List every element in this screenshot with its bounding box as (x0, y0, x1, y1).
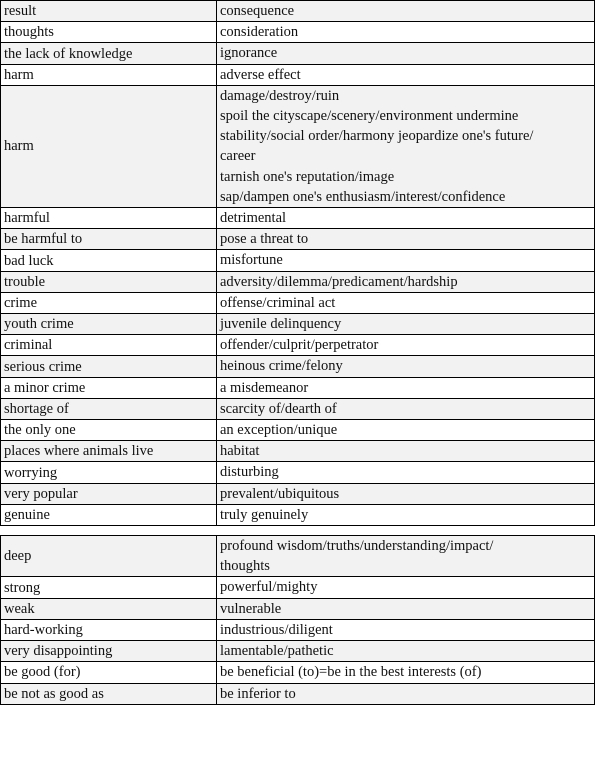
table-row (1, 43, 595, 64)
synonym-cell (217, 43, 595, 64)
table-row (1, 335, 595, 356)
synonym-cell (217, 292, 595, 313)
table-row (1, 483, 595, 504)
vocab-table-1-body (1, 1, 595, 526)
synonym-line: consideration (220, 24, 299, 41)
term-cell: harm (1, 85, 217, 207)
table-row (1, 398, 595, 419)
term-cell: weak (1, 598, 217, 619)
term-cell: youth crime (1, 314, 217, 335)
synonym-line: career (220, 148, 256, 165)
table-row (1, 462, 595, 483)
synonym-line: ignorance (220, 45, 278, 62)
synonym-line: a misdemeanor (220, 379, 309, 396)
synonym-line: disturbing (220, 464, 279, 481)
synonym-line: scarcity of/dearth of (220, 400, 337, 417)
synonym-cell (217, 619, 595, 640)
term-cell: a minor crime (1, 377, 217, 398)
synonym-line: juvenile delinquency (220, 316, 342, 333)
synonym-cell (217, 1, 595, 22)
term-cell: the lack of knowledge (1, 43, 217, 64)
synonym-line: be inferior to (220, 685, 296, 702)
synonym-line: lamentable/pathetic (220, 643, 334, 660)
synonym-cell (217, 314, 595, 335)
synonym-line: be beneficial (to)=be in the best interests (of) (220, 664, 482, 681)
table-row (1, 229, 595, 250)
term-cell: hard-working (1, 619, 217, 640)
synonym-cell (217, 229, 595, 250)
synonym-cell (217, 504, 595, 525)
term-cell: genuine (1, 504, 217, 525)
table-row (1, 22, 595, 43)
term-cell: bad luck (1, 250, 217, 271)
synonym-cell (217, 356, 595, 377)
term-cell: shortage of (1, 398, 217, 419)
synonym-cell (217, 420, 595, 441)
synonym-cell (217, 641, 595, 662)
term-cell: be harmful to (1, 229, 217, 250)
table-row (1, 577, 595, 598)
vocab-table-2-body (1, 536, 595, 705)
vocab-table-2 (0, 535, 595, 705)
synonym-line: vulnerable (220, 600, 282, 617)
synonym-cell (217, 683, 595, 704)
synonym-cell (217, 22, 595, 43)
table-row (1, 598, 595, 619)
synonym-cell (217, 462, 595, 483)
synonym-line: adverse effect (220, 66, 301, 83)
term-cell: worrying (1, 462, 217, 483)
synonym-cell (217, 250, 595, 271)
term-cell: be good (for) (1, 662, 217, 683)
synonym-line: misfortune (220, 252, 283, 269)
term-cell: deep (1, 536, 217, 577)
synonym-cell (217, 483, 595, 504)
term-cell: criminal (1, 335, 217, 356)
table-row (1, 441, 595, 462)
synonym-cell (217, 536, 595, 577)
synonym-line: powerful/mighty (220, 579, 318, 596)
table-row (1, 271, 595, 292)
table-row (1, 250, 595, 271)
table-row (1, 208, 595, 229)
table-row (1, 504, 595, 525)
synonym-line: thoughts (220, 558, 270, 575)
synonym-line: heinous crime/felony (220, 358, 343, 375)
synonym-cell (217, 271, 595, 292)
table-row (1, 662, 595, 683)
synonym-line: sap/dampen one's enthusiasm/interest/confidence (220, 188, 506, 205)
term-cell: strong (1, 577, 217, 598)
table-row (1, 619, 595, 640)
synonym-cell (217, 64, 595, 85)
synonym-line: damage/destroy/ruin (220, 87, 340, 104)
term-cell: result (1, 1, 217, 22)
synonym-line: pose a threat to (220, 231, 309, 248)
synonym-line: profound wisdom/truths/understanding/impact/ (220, 538, 494, 555)
synonym-line: habitat (220, 443, 260, 460)
term-cell: be not as good as (1, 683, 217, 704)
term-cell: crime (1, 292, 217, 313)
term-cell: harmful (1, 208, 217, 229)
synonym-line: industrious/diligent (220, 621, 333, 638)
synonym-line: tarnish one's reputation/image (220, 168, 395, 185)
table-row (1, 641, 595, 662)
synonym-cell (217, 85, 595, 207)
table-row (1, 377, 595, 398)
synonym-cell (217, 208, 595, 229)
synonym-line: stability/social order/harmony jeopardize one's future/ (220, 128, 534, 145)
synonym-line: consequence (220, 3, 295, 19)
synonym-line: offense/criminal act (220, 294, 336, 311)
table-row (1, 683, 595, 704)
table-row (1, 356, 595, 377)
synonym-line: offender/culprit/perpetrator (220, 337, 379, 354)
table-row (1, 420, 595, 441)
synonym-cell (217, 441, 595, 462)
term-cell: very disappointing (1, 641, 217, 662)
table-row (1, 64, 595, 85)
synonym-line: an exception/unique (220, 422, 338, 439)
table-row (1, 1, 595, 22)
table-gap (0, 526, 595, 535)
synonym-cell (217, 598, 595, 619)
synonym-cell (217, 377, 595, 398)
synonym-cell (217, 335, 595, 356)
term-cell: places where animals live (1, 441, 217, 462)
term-cell: trouble (1, 271, 217, 292)
term-cell: the only one (1, 420, 217, 441)
synonym-cell (217, 662, 595, 683)
term-cell: harm (1, 64, 217, 85)
table-row (1, 536, 595, 577)
synonym-cell (217, 398, 595, 419)
synonym-line: adversity/dilemma/predicament/hardship (220, 273, 458, 290)
synonym-cell (217, 577, 595, 598)
synonym-line: spoil the cityscape/scenery/environment undermine (220, 108, 519, 125)
term-cell: serious crime (1, 356, 217, 377)
synonym-line: detrimental (220, 210, 287, 227)
term-cell: very popular (1, 483, 217, 504)
table-row (1, 314, 595, 335)
synonym-line: truly genuinely (220, 506, 309, 523)
table-row (1, 292, 595, 313)
synonym-line: prevalent/ubiquitous (220, 485, 340, 502)
term-cell: thoughts (1, 22, 217, 43)
table-row (1, 85, 595, 207)
